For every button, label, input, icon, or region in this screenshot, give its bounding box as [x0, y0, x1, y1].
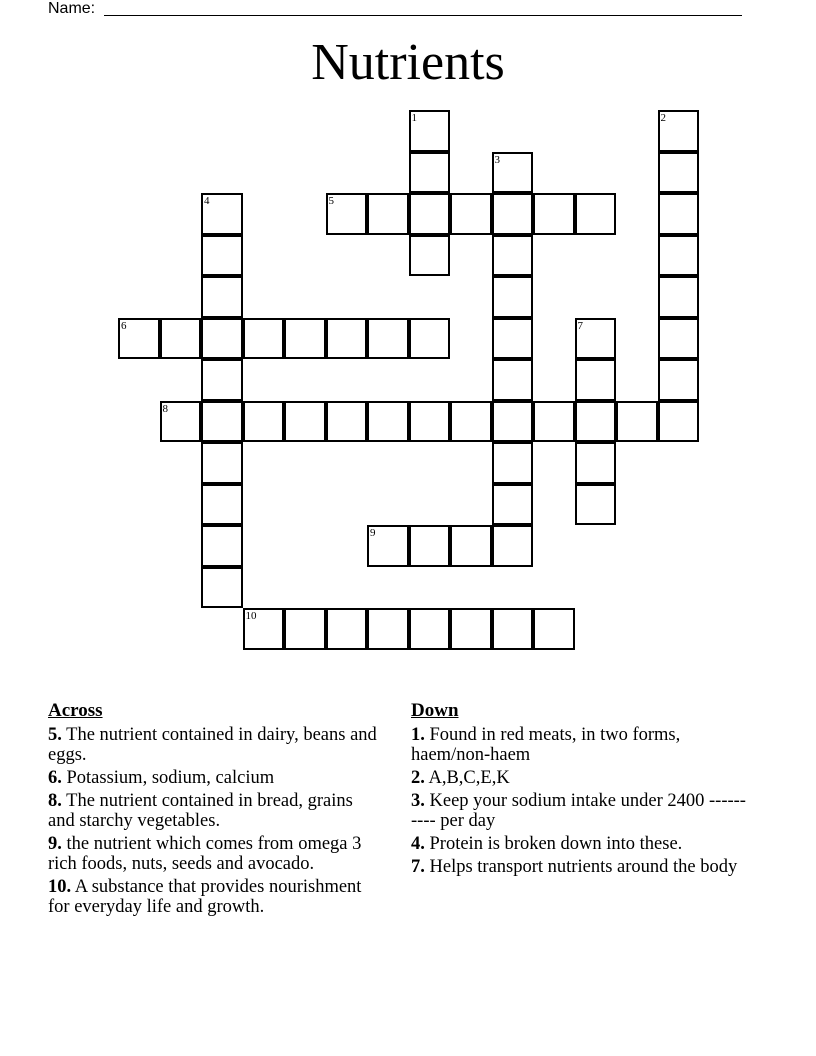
grid-cell[interactable] [160, 318, 202, 360]
clue-number: 2. [411, 768, 425, 788]
grid-cell[interactable] [243, 318, 285, 360]
grid-cell[interactable] [658, 276, 700, 318]
down-heading: Down [411, 700, 459, 721]
grid-cell[interactable] [409, 152, 451, 194]
grid-cell[interactable] [492, 608, 534, 650]
grid-cell[interactable] [201, 525, 243, 567]
clue-across-10 [48, 877, 378, 917]
grid-cell[interactable] [409, 235, 451, 277]
across-heading: Across [48, 700, 103, 721]
grid-cell[interactable] [492, 484, 534, 526]
name-label: Name: [48, 0, 96, 17]
grid-cell[interactable] [658, 193, 700, 235]
clue-text: The nutrient contained in dairy, beans and eggs. [48, 725, 377, 765]
grid-cell[interactable] [201, 276, 243, 318]
clue-across-8 [48, 791, 378, 831]
grid-cell[interactable] [450, 525, 492, 567]
grid-cell[interactable] [409, 193, 451, 235]
clue-text: Protein is broken down into these. [429, 834, 683, 854]
clue-down-7 [411, 857, 751, 877]
grid-cell[interactable] [575, 318, 617, 360]
grid-cell[interactable] [575, 442, 617, 484]
grid-cell[interactable] [658, 318, 700, 360]
cell-number: 9 [370, 527, 376, 539]
grid-cell[interactable] [533, 193, 575, 235]
grid-cell[interactable] [284, 401, 326, 443]
grid-cell[interactable] [616, 401, 658, 443]
grid-cell[interactable] [243, 401, 285, 443]
grid-cell[interactable] [492, 152, 534, 194]
clue-text: Keep your sodium intake under 2400 ---------- per day [411, 791, 746, 831]
grid-cell[interactable] [201, 567, 243, 609]
grid-cell[interactable] [492, 442, 534, 484]
grid-cell[interactable] [201, 235, 243, 277]
grid-cell[interactable] [658, 401, 700, 443]
grid-cell[interactable] [533, 608, 575, 650]
clue-across-9 [48, 834, 378, 874]
grid-cell[interactable] [326, 193, 368, 235]
grid-cell[interactable] [367, 608, 409, 650]
grid-cell[interactable] [118, 318, 160, 360]
cell-number: 1 [411, 112, 417, 124]
clue-text: Potassium, sodium, calcium [66, 768, 275, 788]
clue-number: 6. [48, 768, 62, 788]
clue-text: Helps transport nutrients around the body [429, 857, 738, 877]
down-clues [411, 701, 751, 880]
cell-number: 6 [121, 319, 127, 332]
page-title: Nutrients [311, 34, 505, 91]
grid-cell[interactable] [658, 235, 700, 277]
cell-number: 3 [494, 153, 500, 166]
grid-cell[interactable] [409, 525, 451, 567]
grid-cell[interactable] [367, 401, 409, 443]
grid-cell[interactable] [409, 110, 451, 152]
clue-across-5 [48, 725, 378, 765]
clue-number: 10. [48, 877, 72, 897]
grid-cell[interactable] [409, 318, 451, 360]
across-clues [48, 701, 378, 920]
grid-cell[interactable] [450, 608, 492, 650]
grid-cell[interactable] [201, 442, 243, 484]
grid-cell[interactable] [367, 525, 409, 567]
grid-cell[interactable] [658, 359, 700, 401]
grid-cell[interactable] [575, 484, 617, 526]
clue-text: The nutrient contained in bread, grains and starchy vegetables. [48, 791, 353, 831]
clue-down-1 [411, 725, 751, 765]
grid-cell[interactable] [450, 401, 492, 443]
clue-text: A substance that provides nourishment for everyday life and growth. [48, 877, 362, 917]
clue-text: the nutrient which comes from omega 3 rich foods, nuts, seeds and avocado. [48, 834, 362, 874]
grid-cell[interactable] [575, 401, 617, 443]
grid-cell[interactable] [575, 193, 617, 235]
grid-cell[interactable] [409, 608, 451, 650]
clue-number: 8. [48, 791, 62, 811]
grid-cell[interactable] [243, 608, 285, 650]
grid-cell[interactable] [367, 193, 409, 235]
grid-cell[interactable] [367, 318, 409, 360]
grid-cell[interactable] [533, 401, 575, 443]
grid-cell[interactable] [492, 193, 534, 235]
grid-cell[interactable] [326, 608, 368, 650]
cell-number: 8 [162, 402, 168, 415]
clue-number: 7. [411, 857, 425, 877]
cell-number: 2 [660, 112, 666, 124]
cell-number: 4 [204, 195, 210, 207]
grid-cell[interactable] [284, 318, 326, 360]
grid-cell[interactable] [492, 401, 534, 443]
grid-cell[interactable] [284, 608, 326, 650]
cell-number: 5 [328, 195, 334, 207]
grid-cell[interactable] [201, 401, 243, 443]
cell-number: 7 [577, 319, 583, 332]
grid-cell[interactable] [201, 318, 243, 360]
grid-cell[interactable] [492, 318, 534, 360]
grid-cell[interactable] [201, 359, 243, 401]
clue-text: A,B,C,E,K [428, 768, 510, 788]
grid-cell[interactable] [492, 276, 534, 318]
clue-across-6 [48, 768, 378, 788]
clue-down-4 [411, 834, 751, 854]
clue-number: 5. [48, 725, 62, 745]
grid-cell[interactable] [492, 359, 534, 401]
clue-number: 4. [411, 834, 425, 854]
grid-cell[interactable] [201, 484, 243, 526]
grid-cell[interactable] [492, 525, 534, 567]
grid-cell[interactable] [201, 193, 243, 235]
grid-cell[interactable] [326, 318, 368, 360]
grid-cell[interactable] [450, 193, 492, 235]
grid-cell[interactable] [575, 359, 617, 401]
grid-cell[interactable] [658, 110, 700, 152]
grid-cell[interactable] [658, 152, 700, 194]
grid-cell[interactable] [492, 235, 534, 277]
grid-cell[interactable] [160, 401, 202, 443]
grid-cell[interactable] [326, 401, 368, 443]
cell-number: 10 [245, 610, 257, 622]
grid-cell[interactable] [409, 401, 451, 443]
clue-down-2 [411, 768, 751, 788]
clue-number: 9. [48, 834, 62, 854]
clue-number: 1. [411, 725, 425, 745]
clue-text: Found in red meats, in two forms, haem/non-haem [411, 725, 681, 765]
clue-number: 3. [411, 791, 425, 811]
clue-down-3 [411, 791, 751, 831]
